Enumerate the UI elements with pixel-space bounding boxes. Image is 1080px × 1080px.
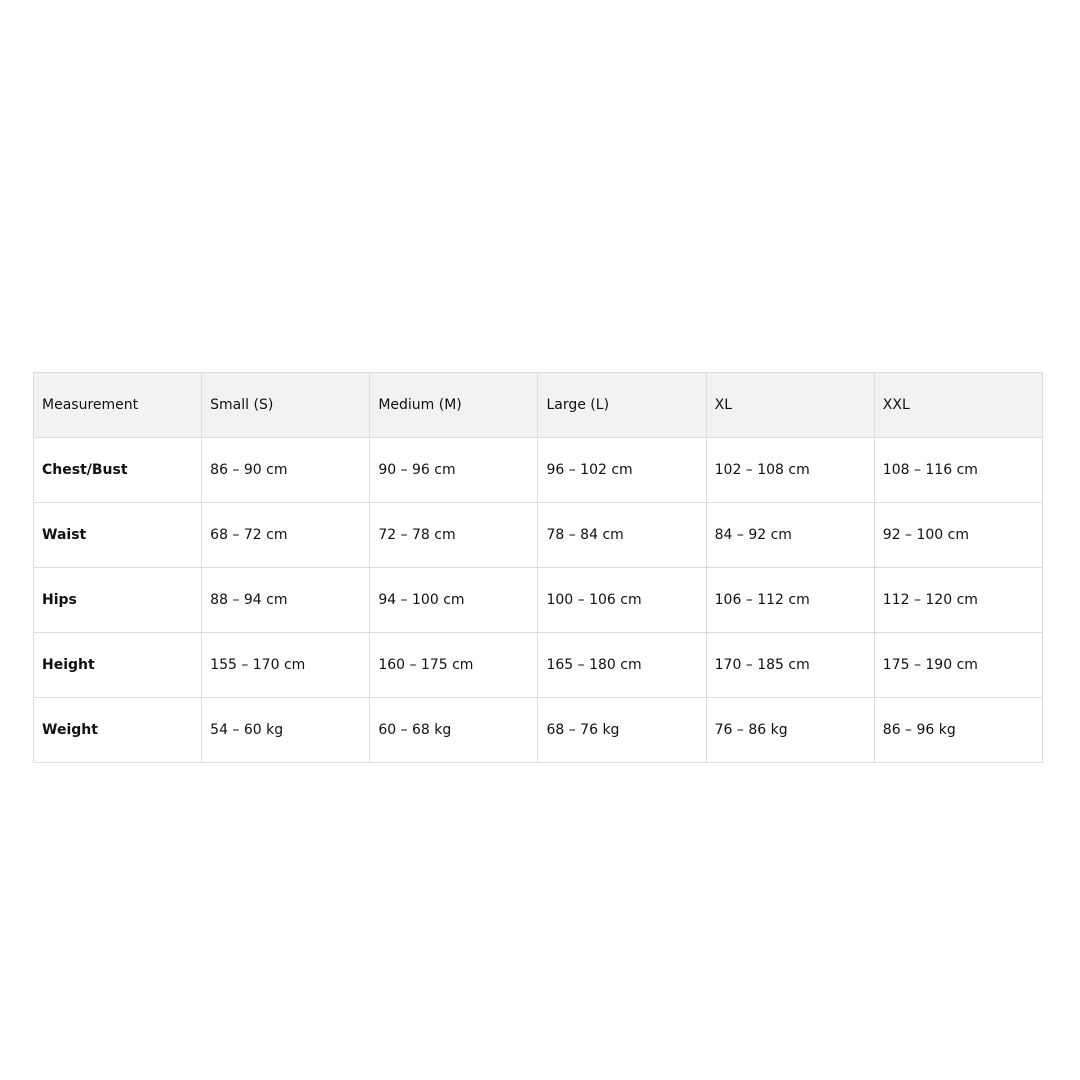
table-cell: 54 – 60 kg: [202, 698, 370, 763]
table-cell: 84 – 92 cm: [706, 503, 874, 568]
table-cell: 60 – 68 kg: [370, 698, 538, 763]
table-cell: 76 – 86 kg: [706, 698, 874, 763]
table-header: [34, 373, 1043, 438]
table-row: [34, 568, 1043, 633]
header-row: [34, 373, 1043, 438]
table-cell: 88 – 94 cm: [202, 568, 370, 633]
table-cell: 106 – 112 cm: [706, 568, 874, 633]
table-cell: 86 – 90 cm: [202, 438, 370, 503]
size-chart-table: [33, 372, 1043, 763]
header-cell-measurement: Measurement: [34, 373, 202, 438]
header-cell-medium: Medium (M): [370, 373, 538, 438]
table-cell: 155 – 170 cm: [202, 633, 370, 698]
table-cell: 170 – 185 cm: [706, 633, 874, 698]
table-cell: 108 – 116 cm: [874, 438, 1042, 503]
header-cell-xl: XL: [706, 373, 874, 438]
table-cell: 86 – 96 kg: [874, 698, 1042, 763]
table-cell: 160 – 175 cm: [370, 633, 538, 698]
header-cell-xxl: XXL: [874, 373, 1042, 438]
table-body: [34, 438, 1043, 763]
table-cell: 68 – 72 cm: [202, 503, 370, 568]
table-cell: 102 – 108 cm: [706, 438, 874, 503]
table-cell: 72 – 78 cm: [370, 503, 538, 568]
table-cell: 68 – 76 kg: [538, 698, 706, 763]
header-cell-small: Small (S): [202, 373, 370, 438]
table-cell: 92 – 100 cm: [874, 503, 1042, 568]
row-label-height: Height: [34, 633, 202, 698]
table-cell: 96 – 102 cm: [538, 438, 706, 503]
table-cell: 78 – 84 cm: [538, 503, 706, 568]
table-cell: 112 – 120 cm: [874, 568, 1042, 633]
table-cell: 165 – 180 cm: [538, 633, 706, 698]
table-cell: 175 – 190 cm: [874, 633, 1042, 698]
header-cell-large: Large (L): [538, 373, 706, 438]
row-label-chest: Chest/Bust: [34, 438, 202, 503]
row-label-waist: Waist: [34, 503, 202, 568]
table-row: [34, 503, 1043, 568]
row-label-weight: Weight: [34, 698, 202, 763]
table-cell: 90 – 96 cm: [370, 438, 538, 503]
table-cell: 94 – 100 cm: [370, 568, 538, 633]
row-label-hips: Hips: [34, 568, 202, 633]
table-row: [34, 698, 1043, 763]
table-row: [34, 438, 1043, 503]
table-row: [34, 633, 1043, 698]
table-cell: 100 – 106 cm: [538, 568, 706, 633]
